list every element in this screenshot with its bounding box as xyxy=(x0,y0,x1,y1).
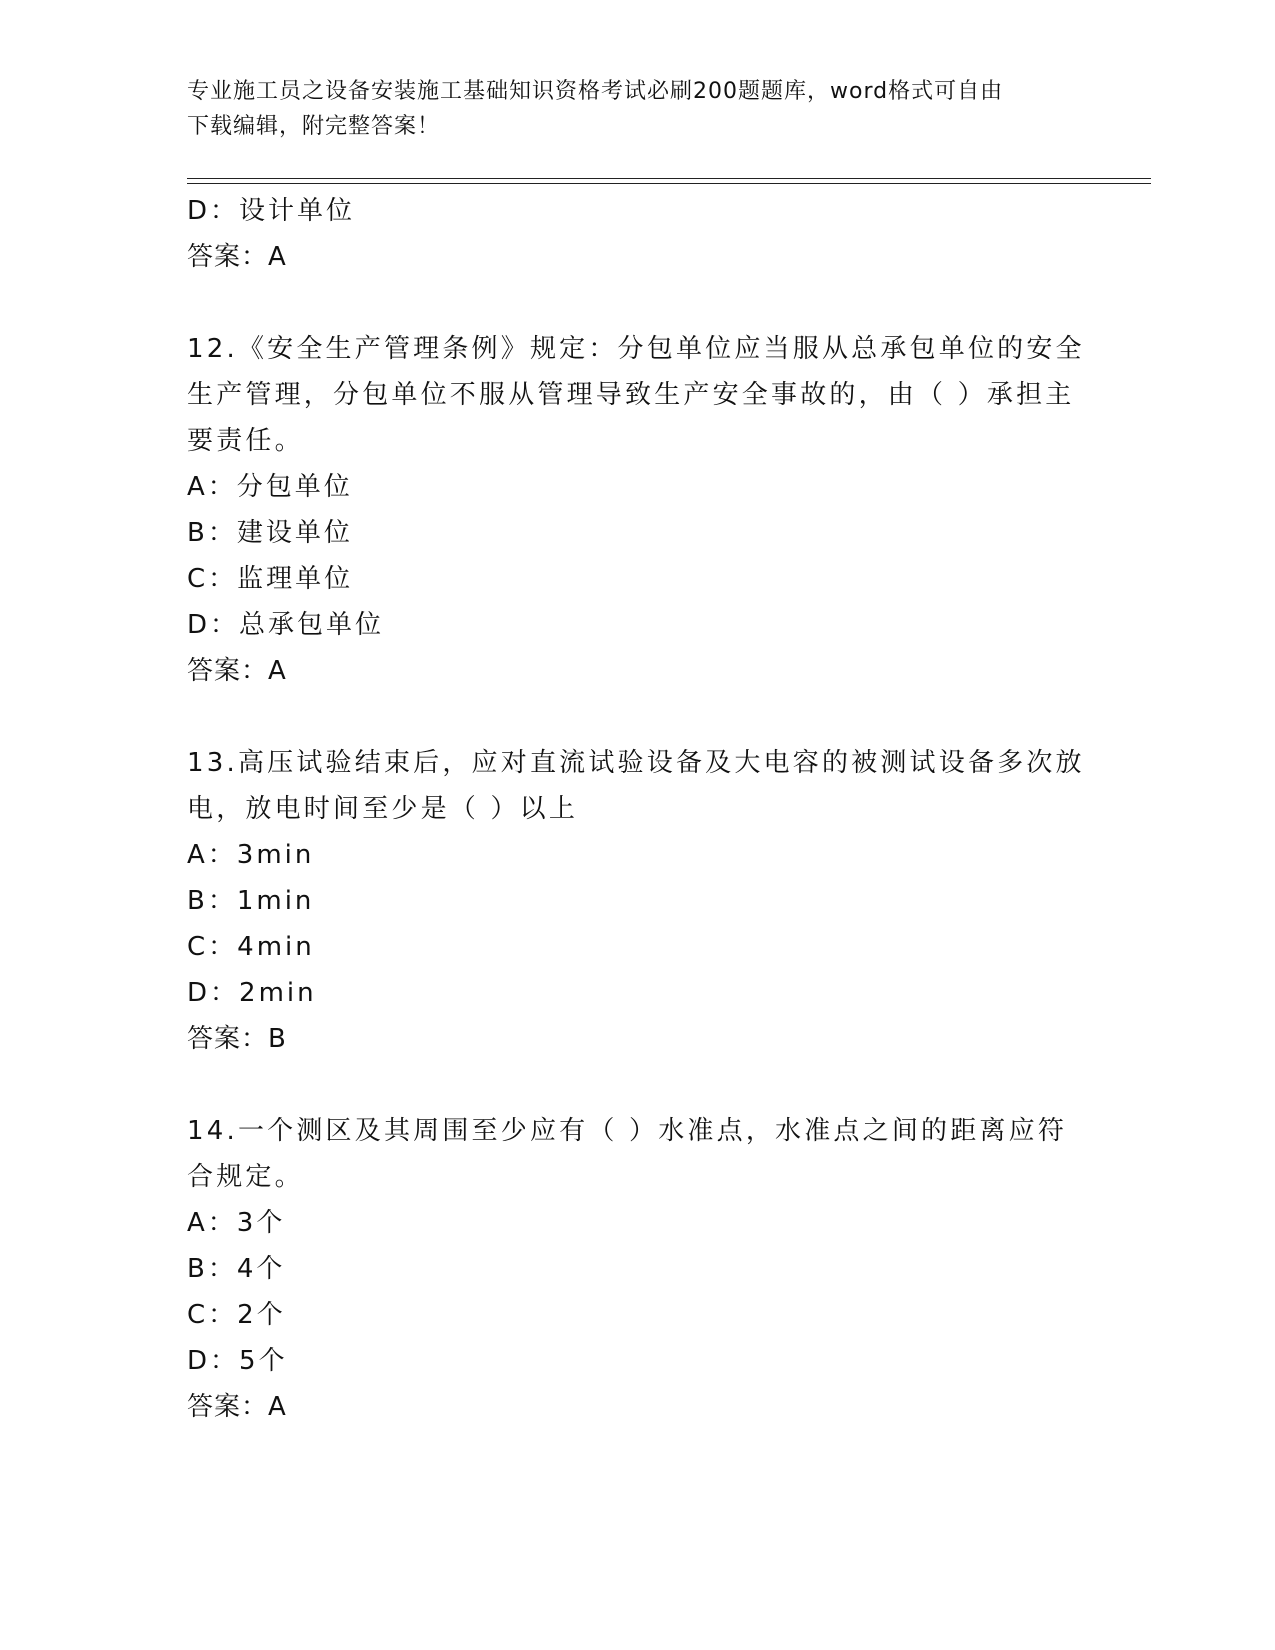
page-header xyxy=(187,74,1067,144)
question-stem xyxy=(187,740,1087,832)
stem-line: 要责任。 xyxy=(187,426,304,456)
stem-line: 电，放电时间至少是（ ）以上 xyxy=(187,794,579,824)
option-c: C：监理单位 xyxy=(187,564,354,594)
question-13 xyxy=(187,740,1087,1062)
header-title-line-2: 下载编辑，附完整答案！ xyxy=(187,114,441,139)
answer-line: 答案：A xyxy=(187,656,287,686)
question-spacer xyxy=(187,1062,1087,1108)
option-a: A：3个 xyxy=(187,1208,286,1238)
option-d: D：5个 xyxy=(187,1346,288,1376)
option-d: D：设计单位 xyxy=(187,196,356,226)
question-spacer xyxy=(187,280,1087,326)
stem-line: 12.《安全生产管理条例》规定：分包单位应当服从总承包单位的安全 xyxy=(187,334,1085,364)
answer-line: 答案：A xyxy=(187,1392,287,1422)
option-c: C：2个 xyxy=(187,1300,286,1330)
header-divider-top xyxy=(187,178,1151,179)
header-divider-bottom xyxy=(187,183,1151,184)
option-d: D：2min xyxy=(187,978,317,1008)
option-b: B：4个 xyxy=(187,1254,286,1284)
answer-line: 答案：A xyxy=(187,242,287,272)
option-d: D：总承包单位 xyxy=(187,610,385,640)
option-a: A：3min xyxy=(187,840,315,870)
question-14 xyxy=(187,1108,1087,1430)
question-stem xyxy=(187,326,1087,464)
option-c: C：4min xyxy=(187,932,315,962)
stem-line: 13.高压试验结束后，应对直流试验设备及大电容的被测试设备多次放 xyxy=(187,748,1085,778)
question-list xyxy=(187,188,1087,1430)
stem-line: 合规定。 xyxy=(187,1162,304,1192)
question-12 xyxy=(187,326,1087,694)
option-a: A：分包单位 xyxy=(187,472,353,502)
answer-line: 答案：B xyxy=(187,1024,287,1054)
header-title-line-1: 专业施工员之设备安装施工基础知识资格考试必刷200题题库，word格式可自由 xyxy=(187,79,1004,104)
question-spacer xyxy=(187,694,1087,740)
option-b: B：1min xyxy=(187,886,315,916)
stem-line: 14.一个测区及其周围至少应有（ ）水准点，水准点之间的距离应符 xyxy=(187,1116,1068,1146)
stem-line: 生产管理，分包单位不服从管理导致生产安全事故的，由（ ）承担主 xyxy=(187,380,1075,410)
question-stem xyxy=(187,1108,1087,1200)
option-b: B：建设单位 xyxy=(187,518,353,548)
